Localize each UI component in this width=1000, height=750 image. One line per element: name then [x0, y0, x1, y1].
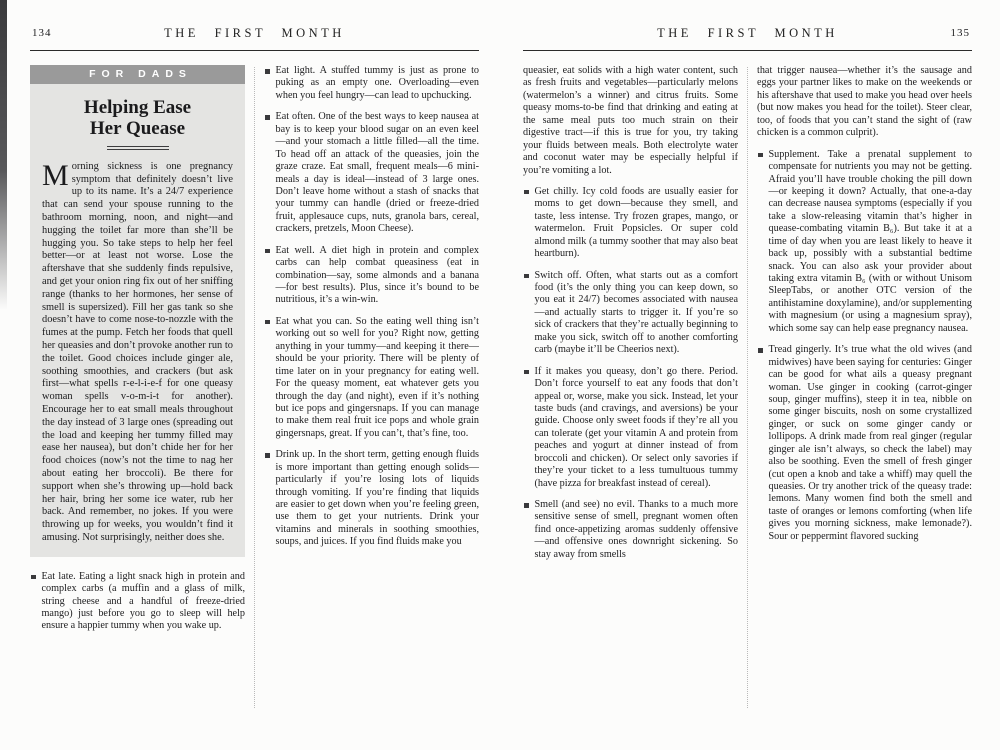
left-page-columns — [30, 65, 479, 720]
book-scan-edge — [0, 0, 7, 310]
page-header-left — [30, 26, 479, 46]
bullet-item — [264, 65, 479, 102]
bullet-text: Drink up. In the short term, getting enough fluids is more important than getting enough solids—particularly if you’re losing lots of liquids through vomiting. If you’re finding that liquids are easier to get down when you’re feeling green, use them to get your nutrients. Drink your vitamins and minerals in soothing smoothies, soups, and juices. If you find fluids make you — [275, 449, 479, 548]
page-number: 134 — [32, 27, 52, 39]
bullet-square-icon — [31, 575, 36, 580]
right-column-2 — [757, 65, 972, 720]
bullet-text: Eat what you can. So the eating well thing isn’t working out so well for you? Right now, getting anything in your tummy—and keeping it there—should be your priority. There will be plenty of time later on in your pregnancy for eating well. For the queasy moment, eat whatever gets you through the day (and night), even if it’s nothing but ice pops and gingersnaps. If you can manage to make them real fruit ice pops and whole grain gingersnaps, great. If you can’t, that’s fine, too. — [275, 315, 479, 439]
right-column-1 — [523, 65, 738, 720]
continuation-paragraph: that trigger nausea—whether it’s the sausage and eggs your partner likes to make on the weekends or his aftershave that used to make you head over heels (but now makes you head for the toilet). Steer clear, too, of foods that you can’t stand the sight of (raw chicken is a common culprit). — [757, 65, 972, 139]
column-divider — [747, 67, 748, 708]
left-column-1 — [30, 65, 245, 720]
continuation-paragraph: queasier, eat solids with a high water content, such as fresh fruits and vegetables—particularly melons (watermelon’s a winner) and citrus fruits. Some queasy moms-to-be find that drinking and eating at the same meal puts too much strain on their digestive tract—if this is true for you, try taking your fluids between meals. Both electrolyte water and coconut water may be especially helpful if you’re vomiting a lot. — [523, 65, 738, 176]
left-col1-bullets — [30, 571, 245, 633]
bullet-square-icon — [265, 115, 270, 120]
bullet-text: Supplement. Take a prenatal supplement to compensate for nutrients you may not be getting. Afraid you’ll have trouble choking the pill down—or keeping it down? Actually, that one-a-day can decrease nausea symptoms (especially if you take a slow-releasing vitamin that’s higher in quease-combating vitamin B₆). But take it at a time of day when you are least likely to heave it back up, possibly with a substantial bedtime snack. You can also ask your provider about taking extra vitamin B₆ (with or without Unisom SleepTabs, or another OTC version of the antihistamine doxylamine), and/or supplementing with magnesium (or using a magnesium spray), which some say can help ease pregnancy nausea. — [768, 148, 972, 334]
bullet-square-icon — [524, 190, 529, 195]
bullet-square-icon — [265, 249, 270, 254]
bullet-text: Get chilly. Icy cold foods are usually easier for moms to get down—because they smell, and taste, less intense. Try frozen grapes, mango, or watermelon. Fruit Popsicles. Or super cold almond milk (a tummy soother that may also beat heartburn). — [534, 185, 738, 260]
box-title — [38, 97, 237, 140]
running-head: THE FIRST MONTH — [164, 26, 345, 40]
column-divider — [254, 67, 255, 708]
right-col1-bullets — [523, 186, 738, 561]
page-number: 135 — [950, 27, 970, 39]
right-page-columns — [523, 65, 972, 720]
bullet-item — [523, 366, 738, 490]
left-column-2 — [264, 65, 479, 720]
bullet-text: Eat often. One of the best ways to keep nausea at bay is to keep your blood sugar on an even keel—and your stomach a little filled—all the time. To head off an attack of the queasies, join the graze craze. Eat small, frequent meals—6 mini-meals a day is ideal—instead of 3 large ones. Don’t leave home without a stash of snacks that your tummy can handle (dried or freeze-dried fruit, applesauce cups, nuts, granola bars, cereal, crackers, pretzels, Moon Cheese). — [275, 111, 479, 235]
running-head: THE FIRST MONTH — [657, 26, 838, 40]
title-double-rule — [107, 146, 169, 150]
box-title-line2: Her Quease — [89, 118, 186, 140]
bullet-square-icon — [265, 320, 270, 325]
right-col2-bullets — [757, 149, 972, 544]
bullet-square-icon — [265, 453, 270, 458]
bullet-square-icon — [524, 503, 529, 508]
bullet-text: Eat well. A diet high in protein and complex carbs can help combat queasiness (eat in combination—say, some almonds and a banana—for best results). Plus, since it’s bound to be nutritious, it’s a win-win. — [275, 244, 479, 306]
bullet-square-icon — [758, 153, 763, 158]
bullet-item — [523, 499, 738, 561]
bullet-square-icon — [265, 69, 270, 74]
box-title-line1: Helping Ease — [83, 96, 192, 118]
page-135 — [523, 26, 972, 720]
bullet-text: Eat light. A stuffed tummy is just as prone to puking as an empty one. Overloading—even when you feel hungry—can lead to upchucking. — [275, 65, 479, 101]
bullet-square-icon — [758, 348, 763, 353]
page-134 — [30, 26, 479, 720]
bullet-item — [264, 111, 479, 235]
bullet-text: Eat late. Eating a light snack high in protein and complex carbs (a muffin and a glass of milk, string cheese and a handful of freeze-dried mango) just before you go to sleep will help ensure a happier tummy when you wake up. — [41, 570, 245, 632]
bullet-item — [264, 449, 479, 549]
for-dads-label: FOR DADS — [30, 65, 245, 84]
bullet-item — [264, 245, 479, 307]
bullet-item — [264, 316, 479, 440]
page-header-right — [523, 26, 972, 46]
bullet-item — [757, 344, 972, 543]
header-rule — [30, 50, 479, 51]
box-body — [30, 158, 245, 545]
bullet-text: If it makes you queasy, don’t go there. Period. Don’t force yourself to eat any foods that don’t appeal or, worse, make you sick. Instead, let your taste buds (and cravings, and aversions) be your guide. Choose only sweet foods if they’re all you can tolerate (get your vitamin A and protein from peaches and yogurt at dinner instead of from broccoli and chicken). Or select only savories if they’re your ticket to a less tumultuous tummy (have pizza for breakfast instead of cereal). — [534, 365, 738, 489]
bullet-square-icon — [524, 370, 529, 375]
bullet-text: Smell (and see) no evil. Thanks to a much more sensitive sense of smell, pregnant women often find once-appetizing aromas suddenly offensive—and offensive ones downright sickening. So stay away from smells — [534, 499, 738, 560]
for-dads-box — [30, 65, 245, 557]
header-rule — [523, 50, 972, 51]
bullet-item — [30, 571, 245, 633]
bullet-item — [523, 186, 738, 261]
drop-cap: M — [42, 158, 69, 192]
box-body-text: orning sickness is one pregnancy symptom that definitely doesn’t live up to its name. It’s a 24/7 experience that can send your spouse running to the bathroom morning, noon, and night—and hugging the toilet far more than she’ll be hugging you. So take steps to help her feel better—or at least not worse. Lose the aftershave that she suddenly finds repulsive, and get your onion ring fix out of her sniffing range (thanks to her hormones, her sense of smell is supersized). Fill her gas tank so she doesn’t have to come nose-to-nozzle with the fumes at the pump. Fetch her foods that quell her queasies and don’t provoke another run to the toilet. Good choices include ginger ale, soothing smoothies, and crackers (but ask first—what spells r-e-l-i-e-f for one queasy woman spells v-o-m-i-t for another). Encourage her to eat small meals throughout the day instead of 3 large ones (spreading out the load and keeping her tummy filled may ease her nausea), but don’t chide her for her food choices (now’s not the time to nag her about eating her broccoli). Be there for support when she’s throwing up—hold back her hair, bring her some ice water, rub her back. And remember, no jokes. If you were throwing up for weeks, you wouldn’t find it amusing. Not surprisingly, neither does she. — [42, 160, 233, 543]
bullet-square-icon — [524, 274, 529, 279]
bullet-text: Switch off. Often, what starts out as a comfort food (it’s the only thing you can keep down, so you eat it 24/7) becomes associated with nausea—and actually starts to trigger it. If you’re so sick of crackers that they’re actually beginning to make you sick, switch off to another comforting carb (maybe it’ll be Cheerios next). — [534, 269, 738, 356]
bullet-text: Tread gingerly. It’s true what the old wives (and midwives) have been saying for centuries: Ginger can be good for what ails a queasy pregnant woman. Use ginger in cooking (carrot-ginger soup, ginger muffins), steep it in tea, nibble on some ginger biscuits, nosh on some crystallized ginger, or suck on some ginger candy or lollipops. A drink made from real ginger (regular ginger ale isn’t always, so check the label) may also be soothing. Even the smell of fresh ginger (cut open a knob and take a whiff) may quell the queasies. Or try another trick of the queasy trade: lemons. Many women find both the smell and taste of oranges or lemons comforting (when life gives you morning sickness, make lemonade?). Sour or peppermint flavored sucking — [768, 344, 972, 542]
bullet-item — [523, 270, 738, 357]
bullet-item — [757, 149, 972, 336]
